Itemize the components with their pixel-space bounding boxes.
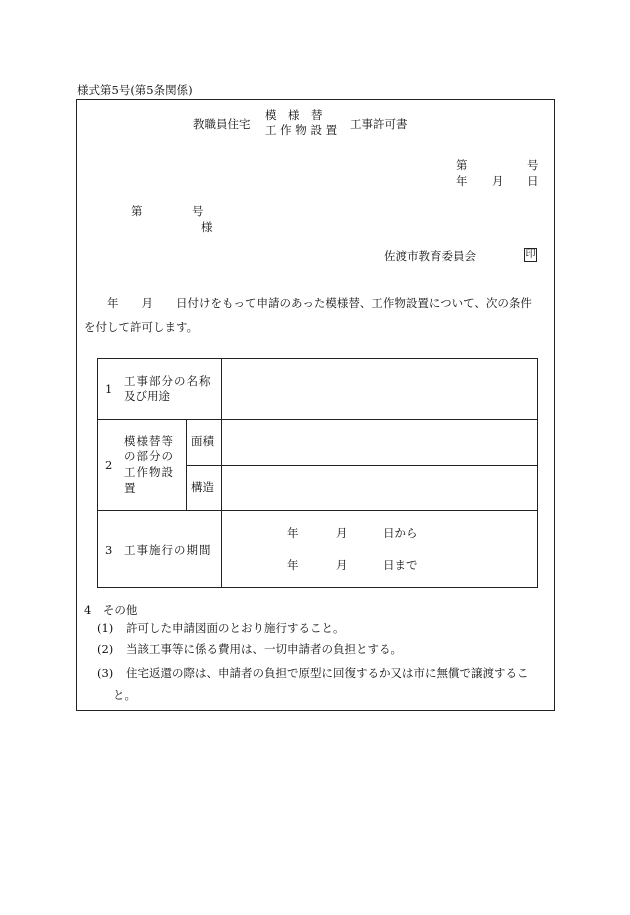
row2-area-label: 面積	[191, 434, 214, 448]
other-item-1-text: 許可した申請図面のとおり施行すること。	[126, 621, 345, 635]
row3-to-suffix: 日まで	[383, 558, 418, 572]
date-month: 月	[492, 174, 504, 188]
row2-label-line2: の部分の	[124, 449, 174, 463]
table-col-divider	[221, 359, 222, 588]
row1-label-line1: 工事部分の名称	[124, 374, 212, 388]
row3-from-year: 年	[287, 526, 299, 540]
table-subrow-divider	[186, 465, 537, 466]
title-option-remodel: 模 様 替	[265, 108, 323, 122]
date-day: 日	[527, 174, 539, 188]
row3-label: 工事施行の期間	[124, 543, 212, 557]
other-item-3-text: 住宅返還の際は、申請者の負担で原型に回復するか又は市に無償で譲渡するこ	[126, 666, 529, 680]
row2-number: 2	[105, 458, 113, 472]
other-heading: 4 その他	[84, 603, 138, 617]
row2-label-line4: 置	[124, 481, 136, 495]
table-row-divider-2	[98, 510, 537, 511]
seal-mark: 印	[525, 249, 536, 260]
doc-number-dai: 第	[456, 158, 468, 172]
date-year: 年	[456, 174, 468, 188]
other-item-3-continuation: と。	[113, 688, 136, 702]
row3-number: 3	[105, 543, 113, 557]
title-suffix: 工事許可書	[350, 117, 408, 131]
row3-from-month: 月	[336, 526, 348, 540]
other-item-2-number: (2)	[97, 642, 114, 656]
row1-number: 1	[105, 382, 113, 396]
row3-to-year: 年	[287, 558, 299, 572]
issuer-name: 佐渡市教育委員会	[384, 249, 476, 263]
title-prefix: 教職員住宅	[193, 117, 251, 131]
addressee-go: 号	[192, 204, 204, 218]
body-line-1: 年 月 日付けをもって申請のあった模様替、工作物設置について、次の条件	[107, 296, 532, 310]
form-label: 様式第5号(第5条関係)	[77, 83, 193, 97]
addressee-dai: 第	[131, 204, 143, 218]
body-line-2: を付して許可します。	[84, 320, 199, 334]
addressee-sama: 様	[201, 220, 213, 234]
title-option-structure: 工 作 物 設 置	[265, 123, 338, 137]
row3-to-month: 月	[336, 558, 348, 572]
row2-structure-label: 構造	[191, 480, 214, 494]
other-item-1-number: (1)	[97, 621, 114, 635]
row3-from-suffix: 日から	[383, 526, 418, 540]
row2-label-line3: 工作物設	[124, 465, 174, 479]
other-item-2-text: 当該工事等に係る費用は、一切申請者の負担とする。	[126, 642, 402, 656]
table-row-divider-1	[98, 419, 537, 420]
doc-number-go: 号	[527, 158, 539, 172]
other-item-3-number: (3)	[97, 666, 114, 680]
row2-label-line1: 模様替等	[124, 434, 174, 448]
row1-label-line2: 及び用途	[124, 389, 170, 403]
